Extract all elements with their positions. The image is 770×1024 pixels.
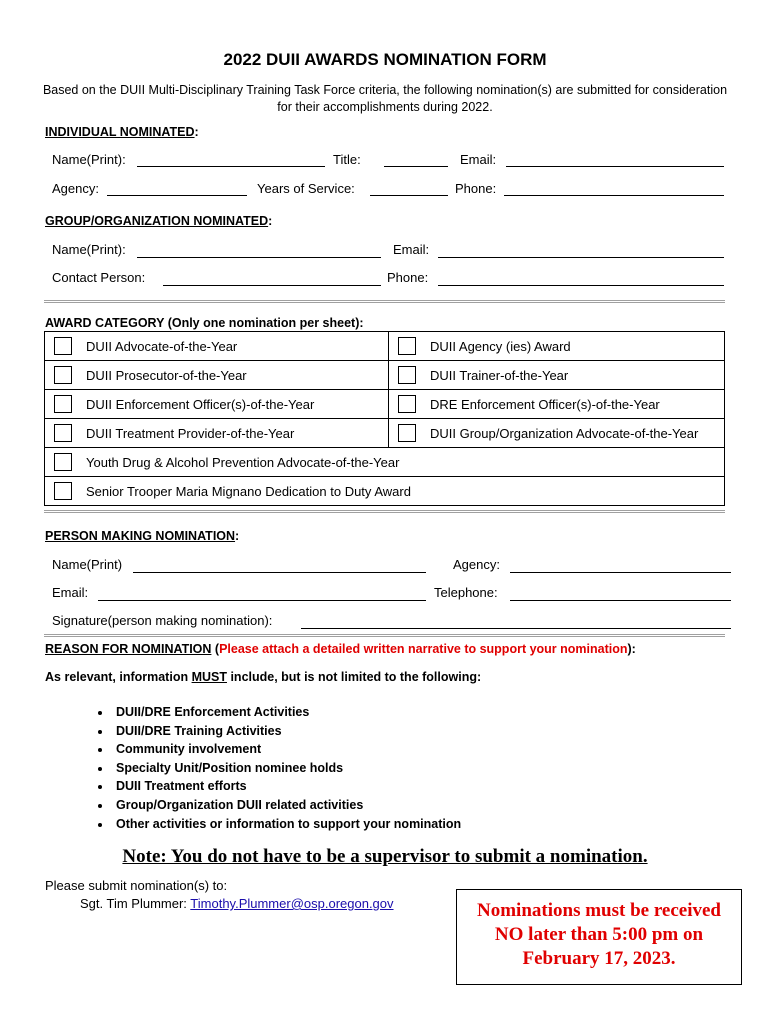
deadline-box [456, 889, 742, 985]
individual-name-label: Name(Print): [52, 152, 126, 167]
award-checkbox[interactable] [54, 337, 72, 355]
award-row [45, 419, 725, 448]
nominator-agency-label: Agency: [453, 557, 500, 572]
award-label: DUII Treatment Provider-of-the-Year [86, 425, 295, 441]
attach-note: Please attach a detailed written narrative to support your nomination [219, 642, 628, 656]
reason-heading: REASON FOR NOMINATION (Please attach a detailed written narrative to support your nomination): [45, 642, 636, 656]
list-item: • Community involvement [112, 740, 461, 759]
individual-email-label: Email: [460, 152, 497, 167]
award-checkbox[interactable] [54, 424, 72, 442]
group-email-label: Email: [393, 242, 430, 257]
group-name-field[interactable] [137, 257, 381, 258]
award-checkbox[interactable] [398, 366, 416, 384]
group-contact-label: Contact Person: [52, 270, 146, 285]
nominator-email-field[interactable] [98, 600, 426, 601]
award-category-table [44, 331, 725, 506]
submit-instructions: Please submit nomination(s) to: [45, 878, 228, 893]
nominator-heading: PERSON MAKING NOMINATION: [45, 529, 240, 543]
award-label: DUII Advocate-of-the-Year [86, 338, 238, 354]
individual-phone-field[interactable] [504, 195, 724, 196]
award-row [45, 448, 725, 477]
award-label: DUII Enforcement Officer(s)-of-the-Year [86, 396, 315, 412]
list-item: • Specialty Unit/Position nominee holds [112, 759, 461, 778]
relevant-info-text: As relevant, information MUST include, but is not limited to the following: [45, 670, 482, 684]
award-checkbox[interactable] [398, 395, 416, 413]
deadline-line: February 17, 2023. [522, 948, 676, 969]
list-item: • DUII Treatment efforts [112, 777, 461, 796]
award-label: Youth Drug & Alcohol Prevention Advocate-of-the-Year [86, 454, 400, 470]
supervisor-note: Note: You do not have to be a supervisor to submit a nomination. [122, 846, 648, 867]
intro-text: Based on the DUII Multi-Disciplinary Training Task Force criteria, the following nomination(s) are submitted for consideration for their accomplishments during 2022. [42, 83, 728, 114]
nominator-email-label: Email: [52, 585, 89, 600]
individual-agency-field[interactable] [107, 195, 247, 196]
individual-phone-label: Phone: [455, 181, 497, 196]
nominator-name-field[interactable] [133, 572, 426, 573]
award-label: DUII Agency (ies) Award [430, 338, 571, 354]
individual-heading: INDIVIDUAL NOMINATED: [45, 125, 199, 139]
nominator-signature-field[interactable] [301, 628, 731, 629]
award-row [45, 361, 725, 390]
award-row [45, 477, 725, 506]
award-label: DRE Enforcement Officer(s)-of-the-Year [430, 396, 660, 412]
contact-name: Sgt. Tim Plummer: [80, 896, 191, 911]
nominator-telephone-label: Telephone: [434, 585, 498, 600]
group-name-label: Name(Print): [52, 242, 126, 257]
award-label: DUII Group/Organization Advocate-of-the-Year [430, 425, 699, 441]
individual-email-field[interactable] [506, 166, 724, 167]
submit-contact [80, 896, 394, 911]
award-label: DUII Trainer-of-the-Year [430, 367, 569, 383]
requirements-list [70, 703, 461, 833]
award-checkbox[interactable] [54, 395, 72, 413]
award-label: DUII Prosecutor-of-the-Year [86, 367, 247, 383]
group-phone-field[interactable] [438, 285, 724, 286]
form-title: 2022 DUII AWARDS NOMINATION FORM [223, 50, 547, 69]
award-checkbox[interactable] [398, 337, 416, 355]
section-divider [44, 510, 725, 513]
list-item: • DUII/DRE Enforcement Activities [112, 703, 461, 722]
group-heading: GROUP/ORGANIZATION NOMINATED: [45, 214, 273, 228]
list-item: • Other activities or information to support your nomination [112, 815, 461, 834]
list-item: • DUII/DRE Training Activities [112, 722, 461, 741]
individual-years-label: Years of Service: [257, 181, 355, 196]
award-checkbox[interactable] [54, 366, 72, 384]
award-row [45, 332, 725, 361]
award-row [45, 390, 725, 419]
award-checkbox[interactable] [54, 482, 72, 500]
section-divider [44, 300, 725, 303]
nominator-name-label: Name(Print) [52, 557, 123, 572]
list-item: • Group/Organization DUII related activities [112, 796, 461, 815]
nominator-telephone-field[interactable] [510, 600, 731, 601]
group-phone-label: Phone: [387, 270, 429, 285]
award-label: Senior Trooper Maria Mignano Dedication to Duty Award [86, 483, 411, 499]
deadline-line: NO later than 5:00 pm on [494, 924, 704, 945]
group-email-field[interactable] [438, 257, 724, 258]
award-category-heading: AWARD CATEGORY (Only one nomination per sheet): [45, 316, 364, 330]
individual-name-field[interactable] [137, 166, 325, 167]
individual-title-field[interactable] [384, 166, 448, 167]
nominator-agency-field[interactable] [510, 572, 731, 573]
individual-agency-label: Agency: [52, 181, 99, 196]
individual-years-field[interactable] [370, 195, 448, 196]
section-divider [44, 634, 725, 637]
award-checkbox[interactable] [54, 453, 72, 471]
individual-title-label: Title: [333, 152, 361, 167]
contact-email-link[interactable]: Timothy.Plummer@osp.oregon.gov [190, 896, 394, 911]
deadline-line: Nominations must be received [477, 900, 721, 921]
group-contact-field[interactable] [163, 285, 381, 286]
nominator-signature-label: Signature(person making nomination): [52, 613, 273, 628]
award-checkbox[interactable] [398, 424, 416, 442]
